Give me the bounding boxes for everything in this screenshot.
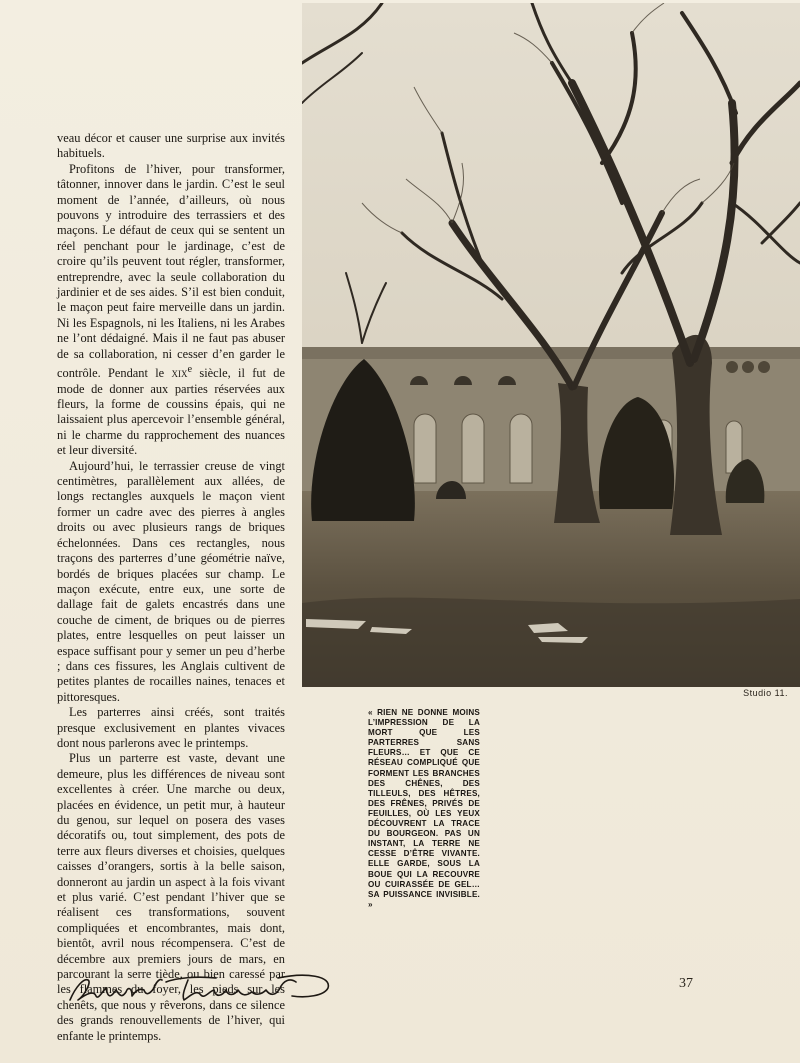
pull-quote: « RIEN NE DONNE MOINS L’IMPRESSION DE LA MORT QUE LES PARTERRES SANS FLEURS… ET QUE CE RÉSEAU COMPLIQUÉ QUE FORMENT LES BRANCHES DES CHÊNES, DES TILLEULS, DES HÊTRES, DES FRÊNES, PRIVÉS DE FEUILLES, OÙ LES YEUX DÉCOUVRENT LA TRACE DU BOURGEON. PAS UN INSTANT, LA TERRE NE CESSE D’ÊTRE VIVANTE. ELLE GARDE, SOUS LA BOUE QUI LA RECOUVRE OU CUIRASSÉE DE GEL… SA PUISSANCE INVISIBLE. » xyxy=(368,708,480,909)
author-signature xyxy=(66,966,336,1010)
paragraph-text: siècle, il fut de mode de donner aux parties réservées aux fleurs, la forme de coussins épais, qui ne laissaient plus apercevoir l’ensemble général, ni le charme du rapprochement des nuances et leur diversité. xyxy=(57,366,285,458)
article-paragraph: Plus un parterre est vaste, devant une demeure, plus les différences de niveau sont excellentes à créer. Une marche ou deux, placées en évidence, un petit mur, à hauteur du genou, sur lequel on posera des vases décoratifs ou, tout simplement, des pots de terre aux fleurs diverses et choisies, quelques caisses d’orangers, sortis à la belle saison, donneront au jardin un aspect à la fois vivant et plus varié. C’est pendant l’hiver que se réalisent ces transformations, souvent compliquées et encombrantes, mais dont, bientôt, avril nous récompensera. C’est de décembre aux premiers jours de mars, en parcourant la serre tiède, ou bien caressé par les flammes du foyer, les pieds sur les chenêts, que nous y rêverons, dans ce silence des grands renouvellements de l’hiver, qui enfante le printemps. xyxy=(57,751,285,1043)
article-paragraph: Les parterres ainsi créés, sont traités presque exclusivement en plantes vivaces dont nous parlerons avec le printemps. xyxy=(57,705,285,750)
photo-credit: Studio 11. xyxy=(743,688,788,698)
page-number: 37 xyxy=(679,976,693,991)
photo-image xyxy=(302,3,800,687)
article-paragraph xyxy=(57,162,285,459)
garden-photograph xyxy=(302,3,800,687)
article-column xyxy=(57,131,285,1044)
signature-image xyxy=(66,966,336,1010)
article-paragraph: veau décor et causer une surprise aux invités habituels. xyxy=(57,131,285,161)
article-paragraph: Aujourd’hui, le terrassier creuse de vingt centimètres, parallèlement aux allées, de longs rectangles auxquels le maçon vient former un cadre avec des pierres à angles droits ou avec plusieurs rangs de briques échelonnées. Dans ces rectangles, nous traçons des parterres d’une géométrie naïve, bordés de briques placées sur champ. Le maçon exécute, entre eux, une sorte de dallage fait de galets encastrés dans une couche de ciment, de briques ou de pierres plates, entre lesquelles on peut laisser un espace suffisant pour y semer un peu d’herbe ; dans ces fissures, les Anglais cultivent de petites plantes de rocailles naines, tenaces et pittoresques. xyxy=(57,458,285,704)
paragraph-text: Profitons de l’hiver, pour transformer, tâtonner, innover dans le jardin. C’est le seul moment de l’année, d’ailleurs, où nous pouvons y introduire des terrassiers et des maçons. Le défaut de ceux qui se sentent un réel penchant pour le jardinage, c’est de croire qu’ils peuvent tout régler, transformer, entreprendre, avec la seule collaboration du jardinier et de ses aides. S’il est bien conduit, le maçon peut faire merveille dans un jardin. Ni les Espagnols, ni les Italiens, ni les Arabes ne l’ont dédaigné. Mais il ne faut pas abuser de sa collaboration, ni cesser d’en garder le contrôle. Pendant le xyxy=(57,161,285,381)
century-superscript: e xyxy=(187,364,193,376)
century-numeral: xix xyxy=(171,366,188,381)
